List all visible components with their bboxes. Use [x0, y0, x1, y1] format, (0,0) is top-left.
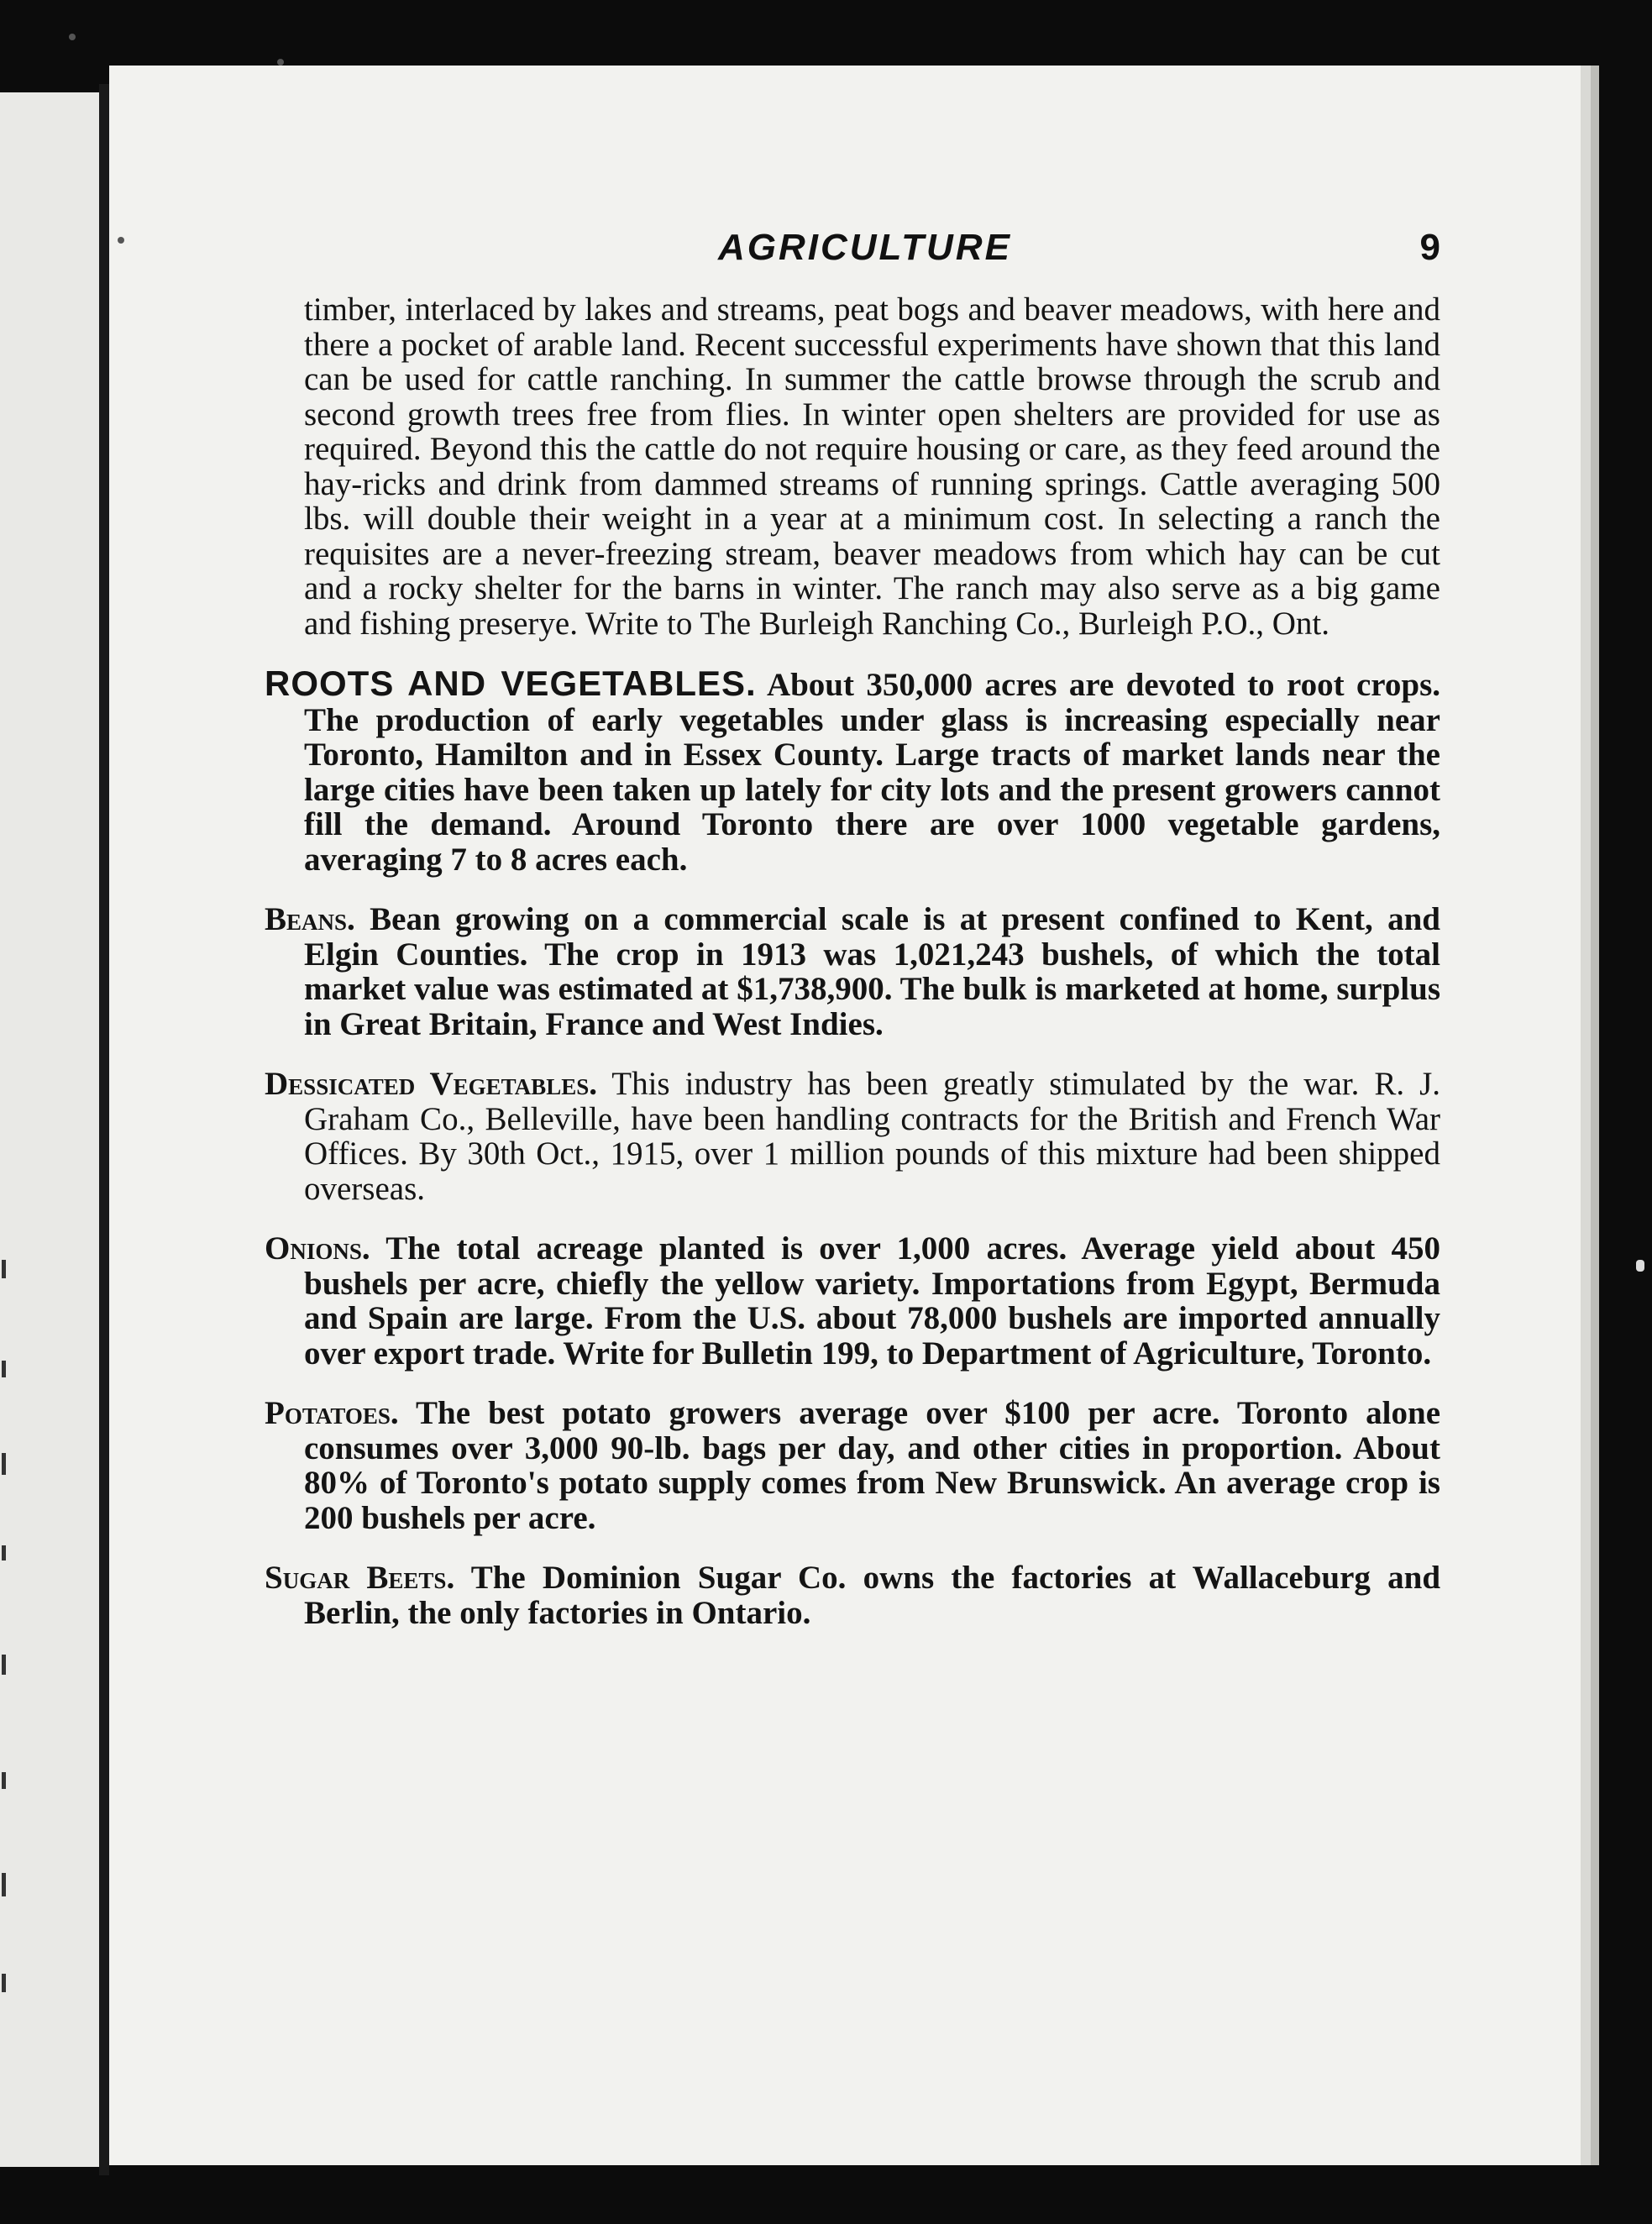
- page-header: [265, 227, 1440, 286]
- entry-dessicated-vegetables: [265, 1067, 1440, 1206]
- paragraph-text: This industry has been greatly stimulated by the war. R. J. Graham Co., Belleville, have been handling contracts for the British and French War Offices. By 30th Oct., 1915, over 1 million pounds of this mixture had been shipped overseas.: [304, 1066, 1440, 1207]
- facing-page-text-fragments: [0, 1260, 12, 2033]
- running-head: AGRICULTURE: [718, 227, 1012, 268]
- entry-beans: [265, 902, 1440, 1041]
- paragraph-text: timber, interlaced by lakes and streams, peat bogs and beaver meadows, with here and there a pocket of arable land. Recent successful experiments have shown that this land can be used for cattle ranching. In summer the cattle browse through the scrub and second growth trees free from flies. In winter open shelters are provided for use as required. Beyond this the cattle do not require housing or care, as they feed around the hay-ricks and drink from dammed streams of running springs. Cattle averaging 500 lbs. will double their weight in a year at a minimum cost. In selecting a ranch the requisites are a never-freezing stream, beaver meadows from which hay can be cut and a rocky shelter for the barns in winter. The ranch may also serve as a big game and fishing preserye. Write to The Burleigh Ranching Co., Burleigh P.O., Ont.: [304, 291, 1440, 642]
- section-roots-and-vegetables: [265, 666, 1440, 877]
- entry-lead: Onions.: [265, 1230, 370, 1267]
- page-body: [265, 292, 1440, 1655]
- entry-potatoes: [265, 1396, 1440, 1535]
- page-number: 9: [1419, 227, 1440, 268]
- entry-sugar-beets: [265, 1560, 1440, 1630]
- entry-lead: Beans.: [265, 901, 355, 937]
- book-gutter: [99, 84, 109, 2175]
- entry-lead: Dessicated Vegetables.: [265, 1066, 597, 1102]
- facing-page-edge: [0, 92, 99, 2167]
- entry-onions: [265, 1231, 1440, 1371]
- section-heading: ROOTS AND VEGETABLES.: [265, 664, 757, 703]
- scan-speck: [1636, 1260, 1644, 1272]
- paragraph-text: The Dominion Sugar Co. owns the factories at Wallaceburg and Berlin, the only factories in Ontario.: [304, 1560, 1441, 1631]
- scan-speck: [118, 237, 124, 244]
- paragraph-text: The best potato growers average over $100 per acre. Toronto alone consumes over 3,000 90-lb. bags per day, and other cities in proportion. About 80% of Toronto's potato supply comes from New Brunswick. An average crop is 200 bushels per acre.: [304, 1395, 1441, 1536]
- entry-lead: Sugar Beets.: [265, 1560, 455, 1596]
- book-page: [109, 66, 1581, 2165]
- scan-speck: [69, 34, 76, 40]
- paragraph-text: About 350,000 acres are devoted to root crops. The production of early vegetables under glass is increasing especially near Toronto, Hamilton and in Essex County. Large tracts of market lands near the large cities have been taken up lately for city lots and the present growers cannot fill the demand. Around Toronto there are over 1000 vegetable gardens, averaging 7 to 8 acres each.: [304, 667, 1440, 878]
- paragraph-ranching: [265, 292, 1440, 641]
- paragraph-text: The total acreage planted is over 1,000 acres. Average yield about 450 bushels per acre, chiefly the yellow variety. Importations from Egypt, Bermuda and Spain are large. From the U.S. about 78,000 bushels are imported annually over export trade. Write for Bulletin 199, to Department of Agriculture, Toronto.: [304, 1230, 1441, 1372]
- entry-lead: Potatoes.: [265, 1395, 399, 1431]
- paragraph-text: Bean growing on a commercial scale is at present confined to Kent, and Elgin Counties. The crop in 1913 was 1,021,243 bushels, of which the total market value was estimated at $1,738,900. The bulk is marketed at home, surplus in Great Britain, France and West Indies.: [304, 901, 1440, 1042]
- scan-speck: [277, 59, 284, 66]
